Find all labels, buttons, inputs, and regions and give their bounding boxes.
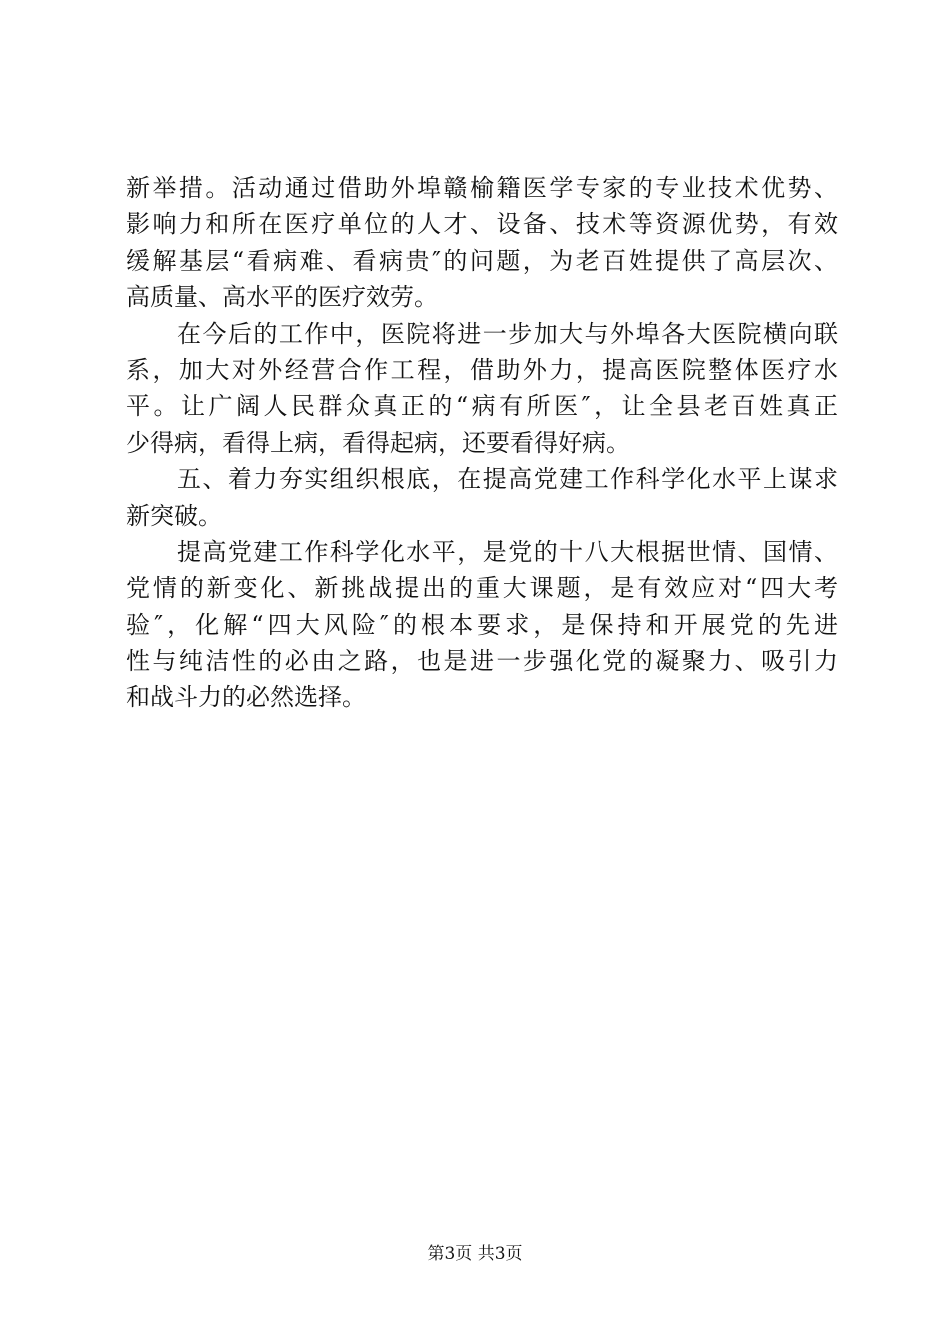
text-line: 平。让广阔人民群众真正的“病有所医″，让全县老百姓真正 — [126, 392, 838, 421]
text-line: 党情的新变化、新挑战提出的重大课题，是有效应对“四大考 — [126, 574, 838, 603]
text-line: 五、着力夯实组织根底，在提高党建工作科学化水平上谋求 — [126, 465, 838, 494]
text-line: 性与纯洁性的必由之路，也是进一步强化党的凝聚力、吸引力 — [126, 647, 838, 676]
text-line: 在今后的工作中，医院将进一步加大与外埠各大医院横向联 — [126, 319, 838, 348]
text-line: 和战斗力的必然选择。 — [126, 683, 366, 712]
text-line: 验″，化解“四大风险″的根本要求，是保持和开展党的先进 — [126, 610, 838, 639]
body-text — [126, 170, 838, 716]
text-line: 系，加大对外经营合作工程，借助外力，提高医院整体医疗水 — [126, 355, 838, 384]
text-line: 少得病，看得上病，看得起病，还要看得好病。 — [126, 428, 630, 457]
text-line: 新突破。 — [126, 501, 222, 530]
text-line: 高质量、高水平的医疗效劳。 — [126, 283, 438, 312]
text-line: 影响力和所在医疗单位的人才、设备、技术等资源优势，有效 — [126, 210, 838, 239]
text-line: 新举措。活动通过借助外埠赣榆籍医学专家的专业技术优势、 — [126, 174, 838, 202]
text-line: 提高党建工作科学化水平，是党的十八大根据世情、国情、 — [126, 537, 838, 566]
text-line: 缓解基层“看病难、看病贵″的问题，为老百姓提供了高层次、 — [126, 246, 838, 275]
page-footer: 第3页 共3页 — [427, 1244, 523, 1264]
